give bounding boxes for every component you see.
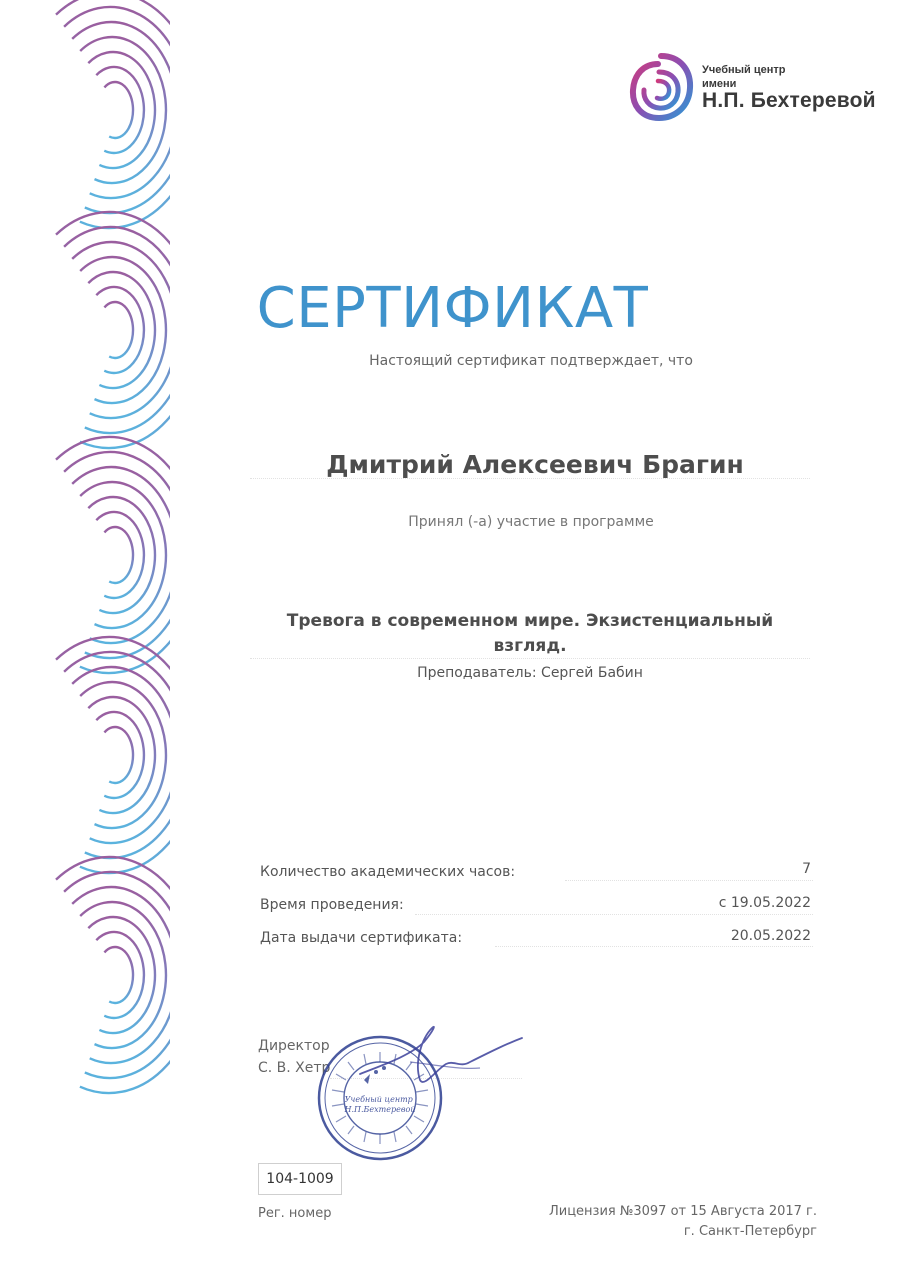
fingerprint-line <box>96 67 144 153</box>
program-title: Тревога в современном мире. Экзистенциальный взгляд. <box>286 611 774 656</box>
fingerprint-line <box>96 712 144 798</box>
recipient-name: Дмитрий Алексеевич Брагин <box>326 450 744 479</box>
period-value: с 19.05.2022 <box>718 895 811 911</box>
registration-label: Рег. номер <box>258 1206 332 1221</box>
period-underline <box>415 914 813 915</box>
director-title: Директор <box>258 1038 330 1054</box>
recipient-underline <box>250 478 810 479</box>
director-signature <box>350 1022 526 1092</box>
logo-text-line2: имени <box>702 78 737 90</box>
issue-date-label: Дата выдачи сертификата: <box>260 930 463 946</box>
city-text: г. Санкт-Петербург <box>683 1224 817 1239</box>
fingerprint-line <box>104 527 133 583</box>
certificate-title: СЕРТИФИКАТ <box>256 276 649 341</box>
license-text: Лицензия №3097 от 15 Августа 2017 г. <box>548 1204 817 1219</box>
participation-text: Принял (-а) участие в программе <box>408 514 654 530</box>
issue-date-value: 20.05.2022 <box>730 928 811 944</box>
period-label: Время проведения: <box>260 897 404 913</box>
hours-label: Количество академических часов: <box>260 864 516 880</box>
stamp-text: Учебный центр Н.П.Бехтеревой <box>344 1095 416 1114</box>
fingerprint-line <box>104 727 133 783</box>
registration-number: 104-1009 <box>258 1163 342 1195</box>
fingerprint-line <box>56 0 170 228</box>
director-name: С. В. Хетр <box>258 1060 331 1076</box>
logo-text-line1: Учебный центр <box>702 64 786 76</box>
hours-value: 7 <box>802 861 811 877</box>
hours-underline <box>565 880 813 881</box>
logo-icon <box>628 52 694 122</box>
logo-text-line3: Н.П. Бехтеревой <box>702 89 876 112</box>
fingerprint-line <box>104 947 133 1003</box>
fingerprint-line <box>104 82 133 138</box>
fingerprint-line <box>96 932 144 1018</box>
program-underline <box>250 658 810 659</box>
teacher-name: Преподаватель: Сергей Бабин <box>417 665 643 681</box>
fingerprint-line <box>56 857 170 1093</box>
certificate-subtitle: Настоящий сертификат подтверждает, что <box>369 353 693 369</box>
issue-date-underline <box>495 946 813 947</box>
fingerprint-decoration <box>0 0 170 1280</box>
